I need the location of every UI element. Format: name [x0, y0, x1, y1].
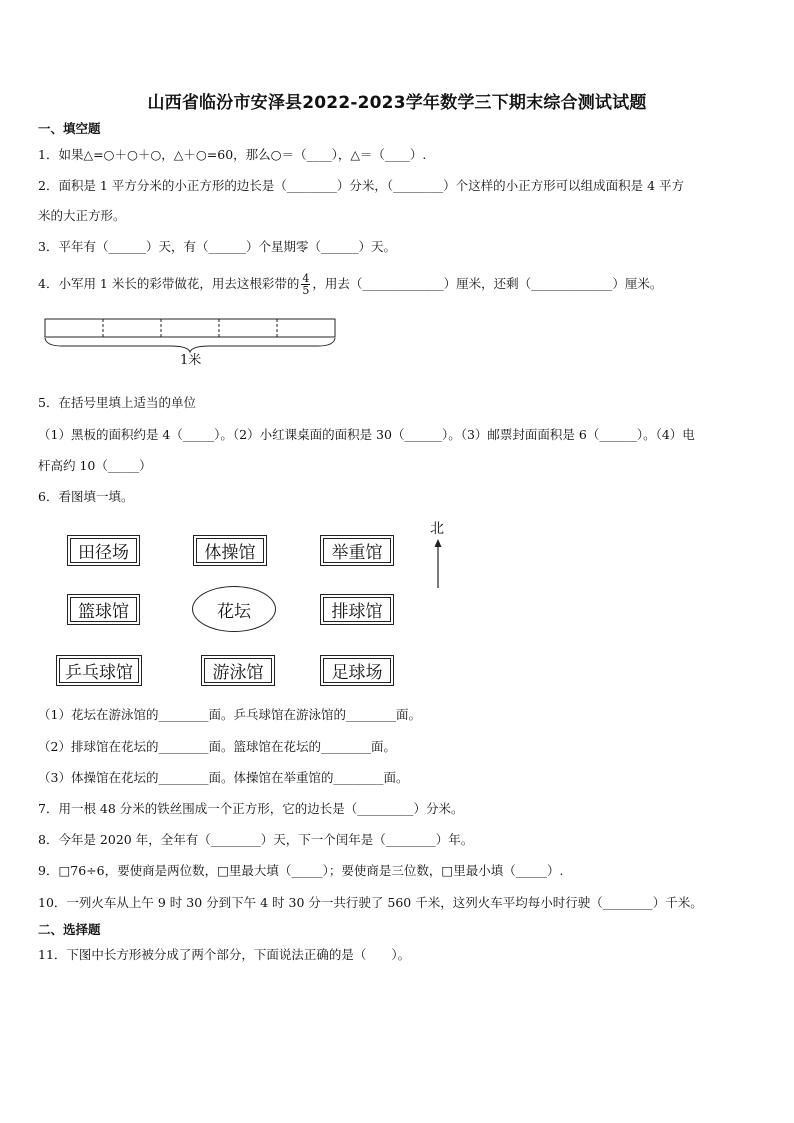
question-4-text-a: 4．小军用 1 米长的彩带做花，用去这根彩带的 — [38, 276, 300, 291]
map-volleyball-hall — [320, 594, 394, 625]
map-table-tennis-hall — [56, 655, 142, 686]
map-weightlifting-hall — [320, 535, 394, 566]
map-gymnastics-hall — [193, 535, 267, 566]
map-flower-bed — [192, 586, 276, 632]
map-swimming-hall — [201, 655, 275, 686]
question-10: 10．一列火车从上午 9 时 30 分到下午 4 时 30 分一共行驶了 560 千米，这列火车平均每小时行驶（________）千米。 — [38, 895, 703, 910]
map-weightlifting-hall-label: 举重馆 — [331, 543, 383, 563]
question-6-part-1: （1）花坛在游泳馆的________面。乒乓球馆在游泳馆的________面。 — [38, 707, 421, 722]
question-4 — [38, 268, 662, 300]
question-2-line-2: 米的大正方形。 — [38, 208, 126, 223]
question-5: 5．在括号里填上适当的单位 — [38, 395, 196, 410]
question-8: 8．今年是 2020 年，全年有（________）天，下一个闰年是（________）年。 — [38, 832, 474, 847]
map-track-field-label: 田径场 — [78, 543, 129, 563]
question-4-text-b: ，用去（_____________）厘米，还剩（_____________）厘米。 — [312, 276, 663, 291]
page-title: 山西省临汾市安泽县2022-2023学年数学三下期末综合测试试题 — [147, 93, 647, 113]
map-table-tennis-hall-label: 乒乓球馆 — [65, 663, 133, 683]
question-2-line-1: 2．面积是 1 平方分米的小正方形的边长是（________）分米，（________）个这样的小正方形可以组成面积是 4 平方 — [38, 178, 685, 193]
map-flower-bed-label: 花坛 — [217, 601, 251, 622]
question-5-line-1: （1）黑板的面积约是 4（_____）。（2）小红课桌面的面积是 30（______）。（3）邮票封面面积是 6（______）。（4）电 — [38, 427, 695, 442]
fraction-four-fifths — [301, 273, 310, 296]
question-9: 9．□76÷6，要使商是两位数，□里最大填（_____）；要使商是三位数，□里最小填（_____）. — [38, 863, 564, 878]
section-multiple-choice: 二、选择题 — [38, 922, 101, 937]
fraction-numerator: 4 — [302, 272, 310, 285]
question-11: 11．下图中长方形被分成了两个部分，下面说法正确的是（ ）。 — [38, 947, 411, 962]
map-basketball-hall-label: 篮球馆 — [78, 602, 129, 622]
map-swimming-hall-label: 游泳馆 — [212, 663, 264, 683]
map-football-field — [320, 655, 394, 686]
question-3: 3．平年有（______）天，有（______）个星期零（______）天。 — [38, 239, 396, 254]
map-gymnastics-hall-label: 体操馆 — [204, 543, 256, 563]
ribbon-label: 1米 — [180, 353, 202, 368]
fraction-denominator: 5 — [302, 284, 310, 297]
question-6-part-2: （2）排球馆在花坛的________面。篮球馆在花坛的________面。 — [38, 739, 396, 754]
north-label: 北 — [430, 521, 444, 537]
map-track-field — [67, 535, 140, 566]
map-volleyball-hall-label: 排球馆 — [331, 602, 383, 622]
question-5-line-2: 杆高约 10（_____） — [38, 458, 152, 473]
question-6-part-3: （3）体操馆在花坛的________面。体操馆在举重馆的________面。 — [38, 770, 409, 785]
question-6: 6．看图填一填。 — [38, 489, 134, 504]
map-football-field-label: 足球场 — [331, 663, 383, 683]
question-1: 1．如果△=○＋○＋○，△＋○=60，那么○＝（____），△＝（____）. — [38, 147, 427, 162]
north-arrow-icon — [431, 538, 445, 590]
question-7: 7．用一根 48 分米的铁丝围成一个正方形，它的边长是（_________）分米。 — [38, 801, 464, 816]
section-fill-blank: 一、填空题 — [38, 121, 101, 136]
map-basketball-hall — [67, 594, 140, 625]
